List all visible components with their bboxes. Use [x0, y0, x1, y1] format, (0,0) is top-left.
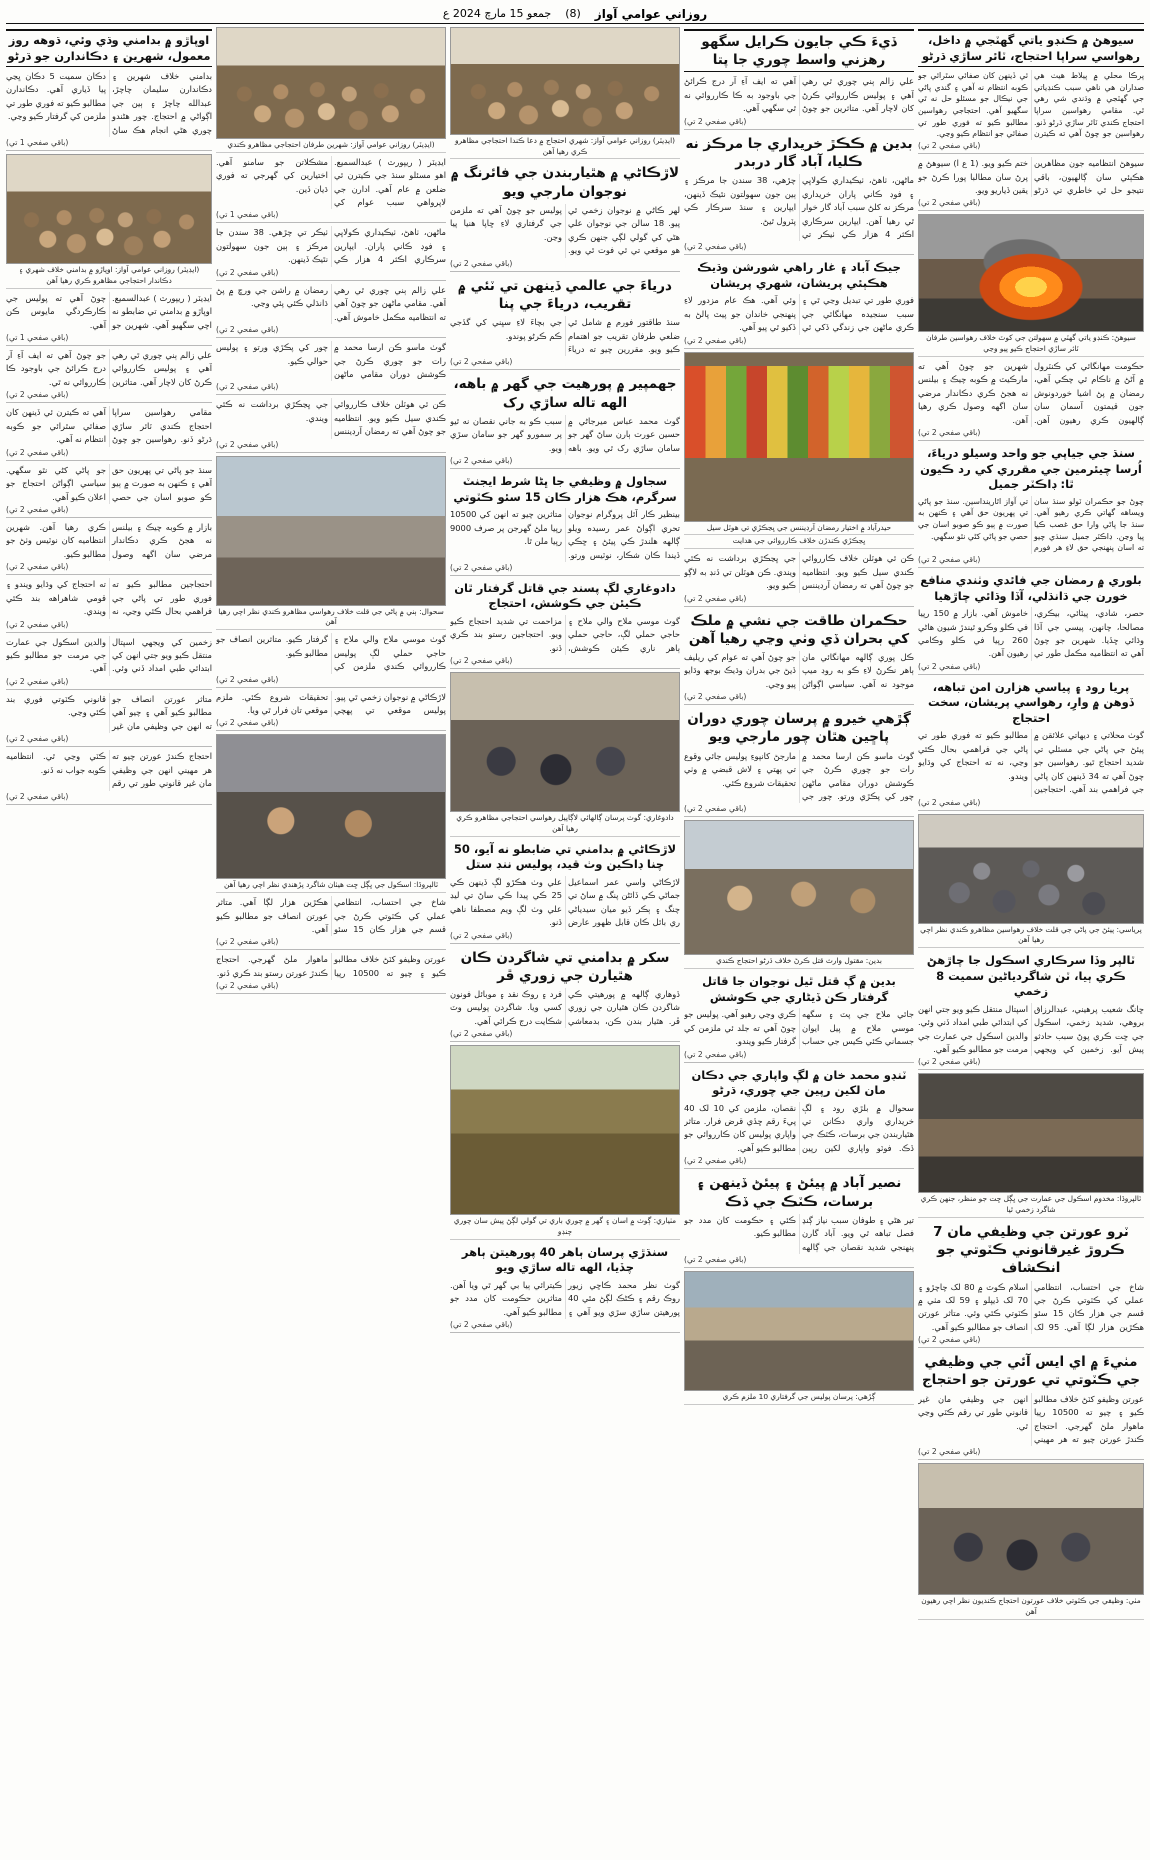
article-sajawal-property[interactable] [450, 472, 680, 576]
village-women-photo-caption: دادوغاري: گوٺ پرسان ڳالهائي لاڳاپيل رهواسي احتجاجي مظاهرو ڪري رهيا آهن [450, 812, 680, 836]
article-badin-buyers[interactable] [684, 27, 914, 130]
article-right-col-8[interactable] [6, 636, 212, 690]
body-right-col-4: مقامي رهواسين سراپا احتجاج ڪندي ٽائر ساڙي ڌرڻو ڏنو. رهواسين جو چوڻ آهي ته ڪيترن ئي ڏينهن کان صفائي سٿرائي جو ڪوبه انتظام نه آهي. [6, 407, 212, 445]
article-local-news-5[interactable] [216, 896, 446, 950]
article-right-col-6[interactable] [6, 521, 212, 575]
burnt-field-photo-caption: مٺياري: ڳوٺ ۾ اسان ۽ گھر ۾ چوري باري تي گولي لڳڻ پيش سان چوري چنڊو [450, 1215, 680, 1239]
article-local-news-6[interactable] [216, 953, 446, 994]
headline-nasirabad-roads[interactable]: نصير آباد ۾ پيئڻ ۽ پيئڻ ڏينهن ۽ برسات، ڪٽڪ جي ڏڪ [696, 1175, 902, 1210]
article-right-col-3[interactable] [6, 349, 212, 403]
body-local-news-6: عورتن وظيفو کٽڻ خلاف مطالبو ڪيو ۽ چيو ته 10500 رپيا ماهوار ملڻ گهرجي. احتجاج ڪندڙ عورتن رستو بند ڪري ڏنو. [216, 954, 446, 978]
continuation-council-report[interactable]: (باقي صفحي 2 تي) [216, 267, 279, 277]
body-rulers-power: ڪل پوري ڳالهه مهانگائي مان ٻاهر نڪرڻ لاءِ ڪو به روڊ ميپ موجود نه آهي. سياسي اڳواڻن جو چوڻ آهي ته عوام کي ريليف ڏيڻ جي بدران وڌيڪ بوجھ وڌايو پيو وڃي. [684, 651, 914, 689]
article-hyderabad-ramzan[interactable] [684, 552, 914, 606]
body-ration-distribution: علي زالم ٻني چوري ٿي رهي آهي. مقامي ماڻهن جو چوڻ آهي ته انتظاميه مڪمل خاموش آهي. رمضان ۾ راشن جي ورڇ ۾ پڻ ڌانڌلي ڪئي پئي وڃي. [216, 284, 446, 322]
continuation-right-col-7[interactable]: (باقي صفحي 2 تي) [6, 619, 69, 629]
continuation-local-news-2[interactable]: (باقي صفحي 2 تي) [216, 439, 279, 449]
article-local-news-3[interactable] [216, 633, 446, 687]
body-right-col-3: علي زالم ٻني چوري ٿي رهي آهي ۽ پوليس ڪارروائي ڪرڻ کان لاچار آهي. متاثرين جو چوڻ آهي ته ايف آءِ آر درج ڪرائڻ جي باوجود ڪا ڪارروائي نه ٿي. [6, 350, 212, 387]
continuation-local-news-6[interactable]: (باقي صفحي 2 تي) [216, 981, 279, 991]
newspaper-title: روزاني عوامي آواز [594, 6, 708, 21]
body-local-news-1: گوٺ ماسو ڪن ارسا محمد ۾ رات جو چوري ڪرڻ جي ڪوشش دوران مقامي ماڻهن چور کي پڪڙي ورتو ۽ پوليس حوالي ڪيو. [216, 342, 446, 379]
article-local-news-2[interactable] [216, 398, 446, 452]
shop-photo [684, 1271, 914, 1405]
body-sukkur-crime: ڏوهاري ڳالهه ۾ پورهيتي ڪي شاگردن ڪان هٿيارن جي زوري ڦر. هٿيار بندن ڪن، بدمعاشي فرد ۽ روڪ نقد ۽ موبائل فونون کسي ويا. شاگردن پوليس وٽ شڪايت درج ڪرائي آهي. [450, 988, 680, 1026]
continuation-right-col-8[interactable]: (باقي صفحي 2 تي) [6, 676, 69, 686]
burnt-field-photo [450, 1045, 680, 1239]
body-sajawal-property: بينظير ڪار آئل پروگرام نوجوان تحري اڳواڻ عمر رسيده ويلو ڳالهه هلندڙ ڪي پيئڻ ۽ ڇڪي ڏيندا ڪان شڪار، نوٽيس ورتو. متاثرين چيو ته انهن کي 10500 رپيا ملڻ گهرجن پر صرف 9000 رپيا ملن ٿا. [450, 509, 680, 560]
top-crowd-photo-caption: (ايڊيٽر) روزاني عوامي آواز: شهري احتجاج ۾ دعا ڪندا احتجاجي مظاهرو ڪري رهيا آهن [450, 135, 680, 159]
article-sindhi-protest[interactable] [450, 1243, 680, 1333]
body-weapons-firing: لهر ڪاڻي ۾ نوجوان زخمي ٿي پيو. 18 سالن جي نوجوان علي هڻي کي گولي لڳي جنهن ڪري هو موقعي تي ئي فوت ٿي ويو. پوليس جو چوڻ آهي ته ملزمن جي گرفتاري لاءِ ڇاپا هنيا پيا وڃن. [450, 204, 680, 256]
article-right-col-2[interactable] [6, 292, 212, 346]
article-right-col-7[interactable] [6, 578, 212, 632]
body-sindh-rivers: چوڻ جو حڪمران ٽولو سنڌ سان ويساهه گھاتي ڪري رهيو آهي. سنڌ جا پاڻي وارا حق غصب ڪيا پيا وڃن. ڊاڪٽر جميل سنڌي چيو ته اسان پنهنجي حق لاءِ هر فورم تي آواز اٿارينداسين. سنڌ جو پاڻي تي پهريون حق آهي ۽ ڪنهن به صورت ۾ ٻيو ڪو صوبو اسان جي حصي جو پاڻي کڻي نٿو سگهي. [918, 496, 1144, 553]
shop-photo-image [684, 1271, 914, 1391]
continuation-garhi-khairo-theft[interactable]: (باقي صفحي 2 تي) [684, 804, 747, 814]
continuation-women-protest[interactable]: (باقي صفحي 2 تي) [918, 1335, 981, 1345]
headline-badin-buyers[interactable]: ڏيءَ ڪي جايون ڪرايل سگهو رهزني واسط چوري جا پتا [684, 29, 914, 72]
article-women-police-complaint[interactable] [918, 1351, 1144, 1460]
body-hyderabad-ramzan: ڪن ئي هوٽلن خلاف ڪارروائي ڪندي سيل ڪيو ويو. انتظاميه جو چوڻ آهي ته رمضان آرڊيننس جي ڀڃڪڙي برداشت نه ڪئي ويندي. ڪن هوٽلن تي ڏنڊ به لاڳو ڪيو ويو. [684, 553, 914, 591]
burnt-field-photo-image [450, 1045, 680, 1215]
headline-badin-murder[interactable]: بدين ۾ ڳ قتل ٿيل نوجوان جا قاتل گرفتار ڪن ڏيڻاري جي ڪوشش [702, 974, 896, 1004]
body-tando-mohammad-khan: سحوال ۾ بلڙي رود ۽ لڳ خريداري واري دڪانن تي هٿياربندن جي برسات، ڪٽڪ جي ڏڪ. فوٽو واپاري لکين رپين نقصان، ملزمن کي 10 لک 40 پيءَ رقم ڇڏي قرض فرار. متاثر واپاري پوليس کان ڪارروائي جو مطالبو ڪيو آهي. [684, 1102, 914, 1153]
body-badin-market: ماڻهن، ٺاهڻ، ٺيڪيداري ڪولاڀي ۽ فوڊ ڪاني پاران خريداري مرڪز نه کلڻ سبب آباد گار خوار ٿي رهيا آهن. ايپارين سرڪاري اڪثر 4 هزار ڪي ٺيڪر تي چڙهي، 38 سندن جا مرڪز ۽ ٻين جون سهولتون نٿيڪ ڏينهن، ايپارين ۽ سنڌ سرڪار ڪي پٽرول ٿيڻ. [684, 175, 914, 239]
continuation-sukkur-crime[interactable]: (باقي صفحي 2 تي) [450, 1029, 513, 1039]
body-ramzan-profiteering: حصر، شادي، پيٽائي، بيڪري، مصالحا، چانهن، پيسي جي آڏا وڌائي ڇڏيا. شهرين جو چوڻ آهي ته انتظاميه مڪمل طور تي خاموش آهي. بازار ۾ 150 رپيا في ڪلو وڪرو ٿيندڙ شيون هاڻي 260 رپيا في ڪلو وڪامي رهيون آهن. [918, 608, 1144, 659]
headline-sajawal-property[interactable]: سجاول ۾ وظيفي جا ڀڻا شرط ايجنٽ سرگرم، هڪ هزار ڪان 15 سئو ڪٽوتي [453, 474, 677, 504]
kids-photo-image [216, 734, 446, 879]
kids-photo [216, 734, 446, 893]
continuation-right-col-5[interactable]: (باقي صفحي 2 تي) [6, 504, 69, 514]
headline-rulers-power[interactable]: حڪمران طاقت جي نشي ۾ ملڪ کي بحران ڏي وٺي وڃي رهيا آهن [688, 612, 910, 647]
article-sindh-rivers[interactable] [918, 444, 1144, 568]
headline-sehwan-protest[interactable]: سيوهڻ ۾ ڪنڊو ياتي گھٽجي ۾ داخل، رهواسي سراپا احتجاج، ٽائر ساڙي ڌرڻو [918, 29, 1144, 67]
continuation-tando-mohammad-khan[interactable]: (باقي صفحي 2 تي) [684, 1156, 747, 1166]
men-protest-photo-caption: بدين: مقتول وارث قتل ڪرڻ خلاف ڌرڻو احتجاج ڪندي [684, 955, 914, 969]
headline-tando-mohammad-khan[interactable]: ٽنڊو محمد خان ۾ لڳ واپاري جي دڪان مان لکين رپين جي چوري، ڌرڻو [691, 1067, 907, 1098]
continuation-women-police-complaint[interactable]: (باقي صفحي 2 تي) [918, 1447, 981, 1457]
continuation-rulers-power[interactable]: (باقي صفحي 2 تي) [684, 692, 747, 702]
headline-water-shortage-protest[interactable]: پريا رود ۽ پياسي هزارن امن تباهه، ڏوهن ۾ وارِ، رهواسي پريشان، سخت احتجاج [928, 679, 1134, 725]
body-sehwan-protest: پرڪا محلي ۾ پيلاط هيٺ هي صداران هي ناهي سبب ڪنڊياتي جي گھٽجي ۾ وڌندي شي رهي ٿي. مقامي رهواسين سراپا احتجاج ڪندي ٽائر ساڙي ڌرڻو ڏنو. رهواسين جو چوڻ آهي ته ڪيترن ئي ڏينهن کان صفائي سٿرائي جو ڪوبه انتظام نه آهي ۽ گندي پاڻي جي نيڪال جو مسئلو حل نه ٿي سگهيو آهي. احتجاجي رهواسين مطالبو ڪيو ته فوري طور تي صفائي جو انتظام ڪيو وڃي. [918, 71, 1144, 139]
headline-jeyabad-residents[interactable]: جيڪ آباد ۽ غار راهي شورشن وڌيڪ هڪٻئي پريشان، شهري پريشان [697, 260, 901, 290]
article-editorial-1[interactable] [216, 156, 446, 224]
article-larkana-motorcycle[interactable] [450, 840, 680, 944]
article-sehwan-protest-2[interactable] [918, 157, 1144, 211]
continuation-jeyabad-residents[interactable]: (باقي صفحي 2 تي) [684, 335, 747, 345]
article-jeyabad-residents[interactable] [684, 258, 914, 348]
continuation-local-news-4[interactable]: (باقي صفحي 2 تي) [216, 718, 279, 728]
article-ramzan-profiteering[interactable] [918, 571, 1144, 675]
village-women-photo-image [450, 672, 680, 812]
continuation-ramzan-profiteering[interactable]: (باقي صفحي 2 تي) [918, 661, 981, 671]
continuation-right-col-9[interactable]: (باقي صفحي 2 تي) [6, 734, 69, 744]
body-local-news-2: ڪن ئي هوٽلن خلاف ڪارروائي ڪندي سيل ڪيو ويو. انتظاميه جو چوڻ آهي ته رمضان آرڊيننس جي ڀڃڪڙي برداشت نه ڪئي ويندي. [216, 399, 446, 437]
body-right-col-8: زخمين کي ويجهي اسپتال منتقل ڪيو ويو جتي انهن کي ابتدائي طبي امداد ڏني وئي. والدين اسڪول جي عمارت جي مرمت جو مطالبو ڪيو آهي. [6, 636, 212, 674]
body-right-col-10: احتجاج ڪندڙ عورتن چيو ته هر مهيني انهن جي وظيفي مان غير قانوني طور تي رقم ڪٽي وڃي ٿي. انتظاميه ڪوبه جواب نه ڏنو. [6, 751, 212, 789]
continuation-hyderabad-ramzan[interactable]: (باقي صفحي 2 تي) [684, 593, 747, 603]
body-local-news-5: شاخ جي احتساب، انتظامي عملي کي ڪٽوتي ڪرڻ جي قسم جي هزار ڪان 15 سئو هڪڙين هزار لڳا آهي. متاثر عورتن انصاف جو مطالبو ڪيو آهي. [216, 897, 446, 934]
article-right-col-9[interactable] [6, 693, 212, 747]
article-world-water-day[interactable] [450, 275, 680, 371]
body-council-report: ماڻهن، ٺاهڻ، ٺيڪيداري ڪولاڀي ۽ فوڊ ڪاني پاران. ايپارين سرڪاري اڪثر 4 هزار ڪي ٺيڪر تي چڙهي. 38 سندن جا مرڪز ۽ ٻين جون سهولتون نٿيڪ ڏينهن. [216, 227, 446, 265]
article-right-col-5[interactable] [6, 464, 212, 518]
body-right-col-6: بازار ۾ ڪوبه چيڪ ۽ بيلنس نه هجڻ ڪري دڪاندار مرضي سان اگهه وصول ڪري رهيا آهن. شهرين انتظاميه کان نوٽيس وٺڻ جو مطالبو ڪيو. [6, 521, 212, 559]
body-top-right-lead: بدامني خلاف شهرين ۽ دڪاندارن سليمان چاچڙ، عبدالله چاچڙ ۽ ٻين جي اڳواڻي ۾ احتجاج. چور هڻندو چوري هڻي انجام هڪ ساڻ دڪان سميت 5 دڪان ڀڃي پيا ڏياري آهي. دڪاندارن مطالبو ڪيو ته فوري طور تي ملزمن کي گرفتار ڪيو وڃي. [6, 71, 212, 135]
men-protest-photo [684, 820, 914, 969]
article-sukkur-crime[interactable] [450, 947, 680, 1043]
fire-protest-photo-caption: سيوهڻ: ڪنڊو ياتي گھٽي ۾ سهولتن جي کوٽ خلاف رهواسين طرفان ٽائر ساڙي احتجاج ڪيو پيو وڃي [918, 332, 1144, 356]
continuation-right-col-2[interactable]: (باقي صفحي 1 تي) [6, 333, 69, 342]
body-editorial-1: ايڊيٽر ( ريپورٽ ) عبدالسميع. اهو مسئلو سنڌ جي ڪيترن ئي ضلعن ۾ عام آهي. ادارن جي لاپرواهي سبب عوام کي مشڪلاتن جو سامنو آهي. اختيارين کي گهرجي ته فوري ڌيان ڏين. [216, 156, 446, 208]
continuation-world-water-day[interactable]: (باقي صفحي 2 تي) [450, 357, 513, 367]
article-council-report[interactable] [216, 226, 446, 280]
article-school-attack[interactable] [918, 951, 1144, 1070]
article-weapons-firing[interactable] [450, 162, 680, 271]
publication-date: جمعو 15 مارچ 2024 ع [442, 7, 552, 20]
article-garhi-khairo-theft[interactable] [684, 708, 914, 817]
article-local-news-1[interactable] [216, 341, 446, 395]
column-3 [450, 27, 680, 1855]
article-dadu-protest[interactable] [450, 579, 680, 669]
article-right-col-4[interactable] [6, 406, 212, 460]
body-jeyabad-residents: فوري طور تي تبديل وڃي ٿي ۽ سبب سنجيده مهانگائي جي ڪري ماڻهن جي زندگي ڏکي ٿي وئي آهي. هڪ عام مزدور لاءِ پنهنجي خاندان جو پيٽ پالڻ به ڏکيو ٿي پيو آهي. [684, 295, 914, 333]
continuation-jhampir-women[interactable]: (باقي صفحي 2 تي) [450, 456, 513, 466]
men-protest-photo-image [684, 820, 914, 955]
continuation-weapons-firing[interactable]: (باقي صفحي 2 تي) [450, 258, 513, 268]
vegetable-market-photo [684, 352, 914, 549]
column-1 [918, 27, 1144, 1855]
headline-sindh-rivers[interactable]: سنڌ جي جياپي جو واحد وسيلو درياءَ، اُرسا چيئرمين جي مقرري کي رد ڪيون ٿا: ڊاڪٽر جميل [920, 446, 1142, 492]
column-4 [216, 27, 446, 1855]
body-right-col-7: احتجاجين مطالبو ڪيو ته فوري طور تي پاڻي جي فراهمي بحال ڪئي وڃي، نه ته احتجاج کي وڌايو ويندو ۽ قومي شاهراهه بند ڪئي ويندي. [6, 579, 212, 617]
headline-dadu-protest[interactable]: دادوغاري لڳ پسند جي قاتل گرفتار ٿان ڪيئن جي ڪوشش، احتجاج [454, 580, 676, 611]
continuation-top-right-lead[interactable]: (باقي صفحي 1 تي) [6, 138, 69, 148]
classroom-photo-caption: ٽالپروڏا: مخدوم اسڪول جي عمارت جي ڀڳل ڇت جو منظر، جنهن ڪري شاگرد زخمي ٿيا [918, 1193, 1144, 1217]
continuation-local-news-3[interactable]: (باقي صفحي 2 تي) [216, 674, 279, 684]
continuation-dadu-protest[interactable]: (باقي صفحي 2 تي) [450, 656, 513, 666]
body-water-shortage-protest: گوٺ محلاتي ۽ ديهاتي علائقن ۾ پيئڻ جي پاڻي جي مسئلي تي شديد احتجاج ٿيو. رهواسين جو چوڻ آهي ته 34 ڏينهن کان پاڻي جي فراهمي بند آهي. احتجاجين مطالبو ڪيو ته فوري طور تي پاڻي جي فراهمي بحال ڪئي وڃي، نه ته احتجاج کي وڌايو ويندو. [918, 730, 1144, 795]
women-crowd-photo-caption: مٺي: وظيفي جي ڪٽوتي خلاف عورتون احتجاج ڪنديون نظر اچي رهيون آهن [918, 1595, 1144, 1619]
vegetable-market-photo-caption: حيدرآباد ۾ اختيار رمضان آرڊيننس جي ڀڃڪڙي تي هوٽل سيل [684, 522, 914, 536]
body-badin-buyers: علي زالم ٻني چوري ٿي رهي آهي ۽ پوليس ڪارروائي ڪرڻ کان لاچار آهي. متاثرين جو چوڻ آهي ته ايف آءِ آر درج ڪرائڻ جي باوجود به ڪا ڪارروائي نه ٿي سگهي آهي. [684, 76, 914, 114]
continuation-sehwan-protest[interactable]: (باقي صفحي 2 تي) [918, 141, 981, 151]
article-badin-market[interactable] [684, 133, 914, 256]
headline-ramzan-profiteering[interactable]: بلوري ۾ رمضان جي فائدي وٺندي منافع خورن جي ڌانڌلي، آڏا وڌائي چاڙهيا [920, 573, 1142, 603]
article-local-news-4[interactable] [216, 691, 446, 732]
protest-crowd-photo-image [918, 814, 1144, 924]
continuation-sindhi-protest[interactable]: (باقي صفحي 2 تي) [450, 1320, 513, 1330]
body-right-col-5: سنڌ جو پاڻي تي پهريون حق آهي ۽ ڪنهن به صورت ۾ ٻيو ڪو صوبو اسان جي حصي جو پاڻي کڻي نٿو سگهي. سياسي اڳواڻن احتجاج جو اعلان ڪيو آهي. [6, 464, 212, 502]
crowd-photo-left [216, 27, 446, 153]
continuation-larkana-motorcycle[interactable]: (باقي صفحي 2 تي) [450, 930, 513, 940]
continuation-sehwan-protest-2[interactable]: (باقي صفحي 2 تي) [918, 198, 981, 208]
continuation-right-col-6[interactable]: (باقي صفحي 2 تي) [6, 562, 69, 572]
shop-photo-caption: ڳڙهي: پرسان پوليس جي گرفتاري 10 ملزم ڪري [684, 1391, 914, 1405]
women-crowd-photo-image [918, 1463, 1144, 1595]
headline-badin-market[interactable]: بدين ۾ ڪڪڙ خريداري جا مرڪز نه ڪليا، آباد گار دربدر [685, 135, 913, 170]
street-photo [216, 456, 446, 630]
column-5 [6, 27, 212, 1855]
body-right-col-2: ايڊيٽر ( ريپورٽ ) عبدالسميع. اوپاڙو ۾ بدامني تي ضابطو نه اچي سگهيو آهي. شهرين جو چوڻ آهي ته پوليس جي ڪارڪردگي مايوس ڪن آهي. [6, 292, 212, 330]
street-photo-image [216, 456, 446, 606]
body-school-attack: ڇانگ شعيب پرهيني، عبدالرزاق بروهي، شديد زخمي، اسڪول جي ڇت ڪري پوڻ سبب حادثو پيش آيو. زخمين کي ويجهي اسپتال منتقل ڪيو ويو جتي انهن کي ابتدائي طبي امداد ڏني وئي. والدين اسڪول جي عمارت جي مرمت جو مطالبو ڪيو آهي. [918, 1003, 1144, 1054]
body-women-protest: شاخ جي احتساب، انتظامي عملي کي ڪٽوتي ڪرڻ جي قسم جي هزار ڪان 15 سئو هڪڙين هزار لڳا آهي. 95 لک اسلام ڪوٽ ۾ 80 لک چاچڙو ۽ 70 لک ڏيپلو ۽ 59 لک مٺي ۾ ڪٽوتي ڪئي وئي. متاثر عورتن انصاف جو مطالبو ڪيو آهي. [918, 1281, 1144, 1332]
continuation-water-shortage-protest[interactable]: (باقي صفحي 2 تي) [918, 797, 981, 807]
article-sehwan-protest[interactable] [918, 27, 1144, 154]
article-badin-murder[interactable] [684, 972, 914, 1062]
continuation-ration-distribution[interactable]: (باقي صفحي 2 تي) [216, 325, 279, 335]
continuation-local-news-5[interactable]: (باقي صفحي 2 تي) [216, 937, 279, 947]
continuation-sajawal-property[interactable]: (باقي صفحي 2 تي) [450, 562, 513, 572]
body-nasirabad-roads: تير هڻي ۽ طوفان سبب نياز ڳنڍ فصل تباهه ٿي ويو. آباد گارن پنهنجي شديد نقصان جي ڳالهه ڪئي ۽ حڪومت کان مدد جو مطالبو ڪيو. [684, 1214, 914, 1252]
body-world-water-day: سنڌ طاقتور فورم ۾ شامل ٿي ضلعي طرفان تقريب جو اهتمام ڪيو ويو. مقررين چيو ته درياءَ جي بچاءَ لاءِ سڀني کي گڏجي ڪم ڪرڻو پوندو. [450, 317, 680, 354]
headline-sindhi-protest[interactable]: سنڌڙي پرسان ٻاهر 40 پورهيتن ٻاهر چڏيا، الھه تاله ساڙي ويو [461, 1244, 669, 1275]
body-garhi-khairo-theft: گوٺ ماسو ڪن ارسا محمد ۾ رات جو چوري ڪرڻ جي ڪوشش دوران مقامي ماڻهن چور کي پڪڙي ورتو. چور جي مارجڻ کانپوءِ پوليس جائي وقوع تي پهتي ۽ لاش قبضي ۾ وٺي تحقيقات شروع ڪئي. [684, 750, 914, 801]
page-grid [6, 27, 1144, 1855]
body-sindhi-protest: گوٺ نظر محمد ڪاڇي زيور روڪ رقم ۽ ڪڻڪ لڳڻ مٿي 40 پورهيتن ساڙي سڙي ويو آهي ۽ ڪيترائي ٻيا بي گھر ٿي ويا آهن. متاثرين حڪومت کان مدد جو مطالبو ڪيو آهي. [450, 1279, 680, 1317]
continuation-sindh-rivers[interactable]: (باقي صفحي 2 تي) [918, 555, 981, 565]
continuation-price-hike-protest[interactable]: (باقي صفحي 2 تي) [918, 428, 981, 438]
women-crowd-photo [918, 1463, 1144, 1619]
classroom-photo [918, 1073, 1144, 1217]
headline-garhi-khairo-theft[interactable]: ڳڙهي خيرو ۾ پرسان چوري دوران پاڇين هٿان چور مارجي ويو [687, 711, 911, 746]
body-local-news-4: لاڙڪاڻي ۾ نوجوان زخمي ٿي پيو. پوليس موقعي تي پهچي تحقيقات شروع ڪئي. ملزم موقعي تان فرار ٿي ويا. [216, 691, 446, 715]
article-water-shortage-protest[interactable] [918, 678, 1144, 811]
headline-top-right-lead[interactable]: اوپاڙو ۾ بدامني وڌي وئي، ڌوهه روز معمول، شهرين ۽ دڪاندارن جو ڌرڻو [6, 29, 212, 67]
continuation-right-col-3[interactable]: (باقي صفحي 2 تي) [6, 390, 69, 400]
body-sehwan-protest-2: سيوهڻ انتظاميه جون مظاهرين هڪٻئي سان ڳالهيون، باقي نتيجو حل ٿي خاطري تي ڌرڻو ختم ڪيو ويو. (1 ع ا) سيوهڻ ۾ پرڻ سان مطالبا پورا ڪرڻ جو يقين ڏياريو ويو. [918, 158, 1144, 196]
kids-photo-caption: ٽالپروڏا: اسڪول جي ڀڳل ڇت هيٺان شاگرد پڙهندي نظر اچي رهيا آهن [216, 879, 446, 893]
article-nasirabad-roads[interactable] [684, 1172, 914, 1268]
issue-number: (8) [565, 7, 581, 20]
crowd-photo-left-caption: (ايڊيٽر) روزاني عوامي آواز: شهرين طرفان احتجاجي مظاهرو ڪندي [216, 139, 446, 153]
continuation-badin-buyers[interactable]: (باقي صفحي 2 تي) [684, 116, 747, 126]
protest-crowd-top-right-image [6, 154, 212, 264]
headline-women-protest[interactable]: ٽرو عورتن جي وظيفي مان 7 ڪروڙ غيرقانوني ڪٽوتي جو انڪشاف [933, 1223, 1129, 1277]
body-larkana-motorcycle: لاڙڪاڻي واسي عمر اسماعيل جماڻي ڪي ڏائڻن پنگ ۾ ساڻ تي چنگ ۽ ٻڪر ڏيو ميان سيدياڻي ري بائل ڪان قابل ظهور عارض علي وٺ هڪڙو لڳ ڏينهن ڪي 25 ڪي پيدا ڪي ساڻ تي ليڊ علي وٺ لڳ ويم مصطفا ناهي ڏنو. [450, 876, 680, 928]
article-ration-distribution[interactable] [216, 284, 446, 338]
continuation-local-news-1[interactable]: (باقي صفحي 2 تي) [216, 382, 279, 392]
top-crowd-photo-image [450, 27, 680, 135]
fire-protest-photo-image [918, 214, 1144, 332]
headline-jhampir-women[interactable]: جھمپير ۾ پورهيت جي گھر ۾ باهه، الهه تاله ساڙي رک [453, 376, 677, 411]
headline-world-water-day[interactable]: درياءَ جي عالمي ڏينهن تي ٽئي ۾ تقريب، درياءَ جي پنا [458, 277, 672, 312]
continuation-school-attack[interactable]: (باقي صفحي 2 تي) [918, 1057, 981, 1067]
column-2 [684, 27, 914, 1855]
continuation-badin-murder[interactable]: (باقي صفحي 2 تي) [684, 1049, 747, 1059]
protest-crowd-top-right [6, 154, 212, 288]
crowd-photo-left-image [216, 27, 446, 139]
body-price-hike-protest: حڪومت مهانگائي کي ڪنٽرول ۾ آڻڻ ۾ ناڪام ٿي چڪي آهي، رمضان ۾ پڻ اشيا خوردونوش جون قيمتون آسمان سان ڳالهيون ڪري رهيون آهن. شهرين جو چوڻ آهي ته مارڪيٽ ۾ ڪوبه چيڪ ۽ بيلنس نه هجڻ ڪري دڪاندار مرضي سان اگهه وصول ڪري رهيا آهن. [918, 360, 1144, 425]
article-right-col-10[interactable] [6, 750, 212, 804]
village-women-photo [450, 672, 680, 836]
article-women-protest[interactable] [918, 1221, 1144, 1348]
top-crowd-photo [450, 27, 680, 159]
headline-larkana-motorcycle[interactable]: لاڙڪاڻي ۾ بدامني تي ضابطو نه آيو، 50 چنا ڊاڪين وٺ قيد، پوليس ننڊ ستل [453, 841, 677, 872]
headline-women-police-complaint[interactable]: مٺيءَ ۾ اي ايس آئي جي وظيفي جي ڪٽوتي تي عورتن جو احتجاج [921, 1354, 1141, 1389]
continuation-editorial-1[interactable]: (باقي صفحي 1 تي) [216, 210, 279, 220]
body-badin-murder: جائي ملاح جي پٽ ۽ سگهه موسي ملاح ۾ پيل ايوان جسماني ڪئي ڪيس جي حساب ڪري وڃي رهيو آهي. پوليس جو چوڻ آهي ته جلد ئي ملزمن کي گرفتار ڪيو ويندو. [684, 1009, 914, 1047]
protest-crowd-photo-caption: پرياسي: پيئڻ جي پاڻي جي قلت خلاف رهواسين مظاهرو ڪندي نظر اچي رهيا آهن [918, 924, 1144, 948]
continuation-nasirabad-roads[interactable]: (باقي صفحي 2 تي) [684, 1255, 747, 1265]
classroom-photo-image [918, 1073, 1144, 1193]
article-top-right-lead[interactable] [6, 27, 212, 151]
article-tando-mohammad-khan[interactable] [684, 1066, 914, 1170]
body-women-police-complaint: عورتن وظيفو کٽڻ خلاف مطالبو ڪيو ۽ چيو ته 10500 رپيا ماهوار ملڻ گهرجي. احتجاج ڪندڙ عورتن چيو ته هر مهيني انهن جي وظيفي مان غير قانوني طور تي رقم ڪٽي وڃي ٿي. [918, 1393, 1144, 1445]
protest-crowd-top-right-caption: (ايڊيٽر) روزاني عوامي آواز: اوپاڙو ۾ بدامني خلاف شهري ۽ دڪاندار احتجاجي مظاهرو ڪري رهيا آهن [6, 264, 212, 288]
body-dadu-protest: گوٺ موسي ملاح والي ملاح ۽ حاجي حملي لڳ، حاجي حملي ٻاهر ناري ڪيئن ڪوشش، مزاحمت تي شديد احتجاج ڪيو ويو. احتجاجين رستو بند ڪري ڏنو. [450, 615, 680, 653]
protest-crowd-photo [918, 814, 1144, 948]
body-local-news-3: گوٺ موسي ملاح والي ملاح ۽ حاجي حملي لڳ پوليس ڪارروائي ڪندي ملزمن کي گرفتار ڪيو. متاثرين انصاف جو مطالبو ڪيو. [216, 634, 446, 672]
street-photo-caption: سحوال: ٻني ۾ پاڻي جي قلت خلاف رهواسي مظاهرو ڪندي نظر اچي رهيا آهن [216, 606, 446, 630]
headline-sukkur-crime[interactable]: سکر ۾ بدامني تي شاگردن ڪان هٿيارن جي زوري ڦر [460, 949, 670, 984]
vegetable-market-photo-caption-2: ڀڃڪڙي ڪندڙن خلاف ڪارروائي جي هدايت [684, 535, 914, 549]
vegetable-market-photo-image [684, 352, 914, 522]
continuation-badin-market[interactable]: (باقي صفحي 2 تي) [684, 242, 747, 252]
body-right-col-9: متاثر عورتن انصاف جو مطالبو ڪيو آهي ۽ چيو آهي ته انهن جي وظيفي مان غير قانوني ڪٽوتي فوري بند ڪئي وڃي. [6, 693, 212, 731]
continuation-right-col-10[interactable]: (باقي صفحي 2 تي) [6, 791, 69, 801]
headline-weapons-firing[interactable]: لاڙڪاڻي ۾ هٿياربندن جي فائرنگ ۾ نوجوان مارجي ويو [450, 165, 680, 200]
body-jhampir-women: گوٺ محمد عباس ميرجاڻي ۾ حسين عورت ٻارن ساڻ گهر جو سامان ساڙي رک ٿي ويو. باهه سبب ڪو به جاني نقصان نه ٿيو پر سمورو گهر جو سامان سڙي ويو. [450, 415, 680, 453]
article-rulers-power[interactable] [684, 610, 914, 706]
fire-protest-photo [918, 214, 1144, 356]
article-jhampir-women[interactable] [450, 373, 680, 469]
article-price-hike-protest[interactable] [918, 360, 1144, 441]
continuation-right-col-4[interactable]: (باقي صفحي 2 تي) [6, 447, 69, 457]
headline-school-attack[interactable]: ٽالپر وڏا سرڪاري اسڪول جا چاڙهڻ ڪري ٻيا، ٽن شاگردياڻين سميت 8 زخمي [926, 953, 1136, 999]
masthead [6, 4, 1144, 24]
